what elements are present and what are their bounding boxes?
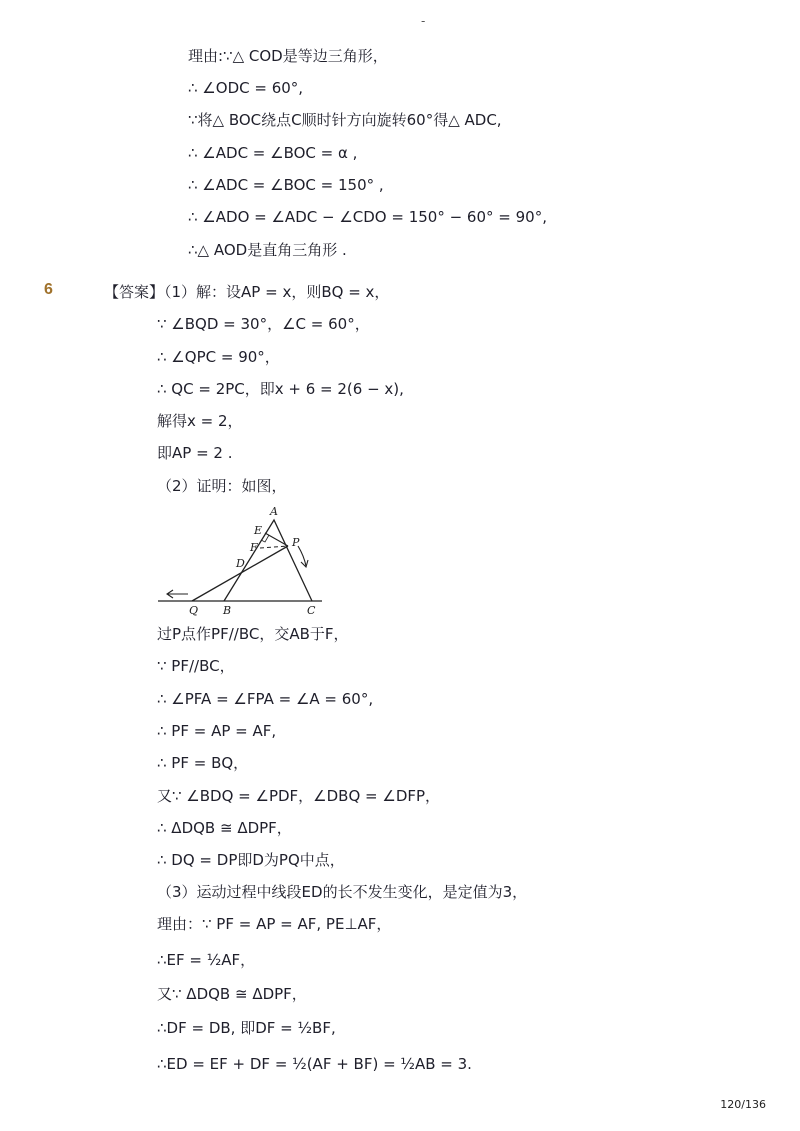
page-number: 120/136 — [720, 1098, 766, 1111]
triangle-diagram — [152, 500, 332, 620]
label-c: C — [307, 604, 316, 617]
segment-ep — [265, 533, 288, 546]
label-e: E — [254, 524, 263, 537]
part3-heading: （3）运动过程中线段ED的长不发生变化，是定值为3， — [157, 883, 528, 901]
part1-line-4: 解得x = 2， — [157, 412, 243, 430]
part3-line-4: ∴DF = DB, 即DF = ½BF, — [157, 1019, 336, 1037]
part2-line-4: ∴ PF = AP = AF, — [157, 722, 277, 740]
part3-line-2: ∴EF = ½AF， — [157, 951, 256, 969]
reason-line-7: ∴△ AOD是直角三角形 . — [188, 241, 347, 259]
label-d: D — [236, 557, 245, 570]
part2-line-2: ∵ PF//BC， — [157, 657, 235, 675]
label-p: P — [292, 536, 300, 549]
label-b: B — [223, 604, 232, 617]
part3-line-3: 又∵ ΔDQB ≅ ΔDPF， — [157, 985, 307, 1003]
reason-line-6: ∴ ∠ADO = ∠ADC − ∠CDO = 150° − 60° = 90°, — [188, 208, 547, 226]
part2-line-8: ∴ DQ = DP即D为PQ中点， — [157, 851, 345, 869]
part3-line-5: ∴ED = EF + DF = ½(AF + BF) = ½AB = 3. — [157, 1055, 472, 1073]
part1-line-3: ∴ QC = 2PC，即x + 6 = 2(6 − x), — [157, 380, 404, 398]
label-f: F — [250, 541, 258, 554]
geometry-figure — [152, 500, 332, 620]
label-q: Q — [189, 604, 199, 617]
reason-line-1: 理由:∵△ COD是等边三角形， — [188, 47, 388, 65]
header-mark: - — [421, 14, 426, 28]
answer-first-line: 【答案】（1）解：设AP = x，则BQ = x， — [104, 283, 390, 301]
part1-line-5: 即AP = 2 . — [157, 444, 233, 462]
part1-line-2: ∴ ∠QPC = 90°， — [157, 348, 280, 366]
segment-qp — [192, 546, 288, 601]
part2-line-7: ∴ ΔDQB ≅ ΔDPF， — [157, 819, 292, 837]
part2-line-6: 又∵ ∠BDQ = ∠PDF，∠DBQ = ∠DFP， — [157, 787, 441, 805]
reason-line-5: ∴ ∠ADC = ∠BOC = 150° , — [188, 176, 384, 194]
label-a: A — [270, 505, 278, 518]
part2-heading: （2）证明：如图， — [157, 477, 287, 495]
part2-line-3: ∴ ∠PFA = ∠FPA = ∠A = 60°, — [157, 690, 374, 708]
question-number: 6 — [44, 281, 53, 298]
part3-line-1: 理由：∵ PF = AP = AF, PE⊥AF， — [157, 915, 392, 933]
reason-line-4: ∴ ∠ADC = ∠BOC = α , — [188, 144, 358, 162]
reason-line-2: ∴ ∠ODC = 60°, — [188, 79, 304, 97]
part2-line-1: 过P点作PF//BC，交AB于F， — [157, 625, 349, 643]
reason-line-3: ∵将△ BOC绕点C顺时针方向旋转60°得△ ADC, — [188, 111, 502, 129]
part1-line-1: ∵ ∠BQD = 30°，∠C = 60°， — [157, 315, 370, 333]
part2-line-5: ∴ PF = BQ， — [157, 754, 249, 772]
